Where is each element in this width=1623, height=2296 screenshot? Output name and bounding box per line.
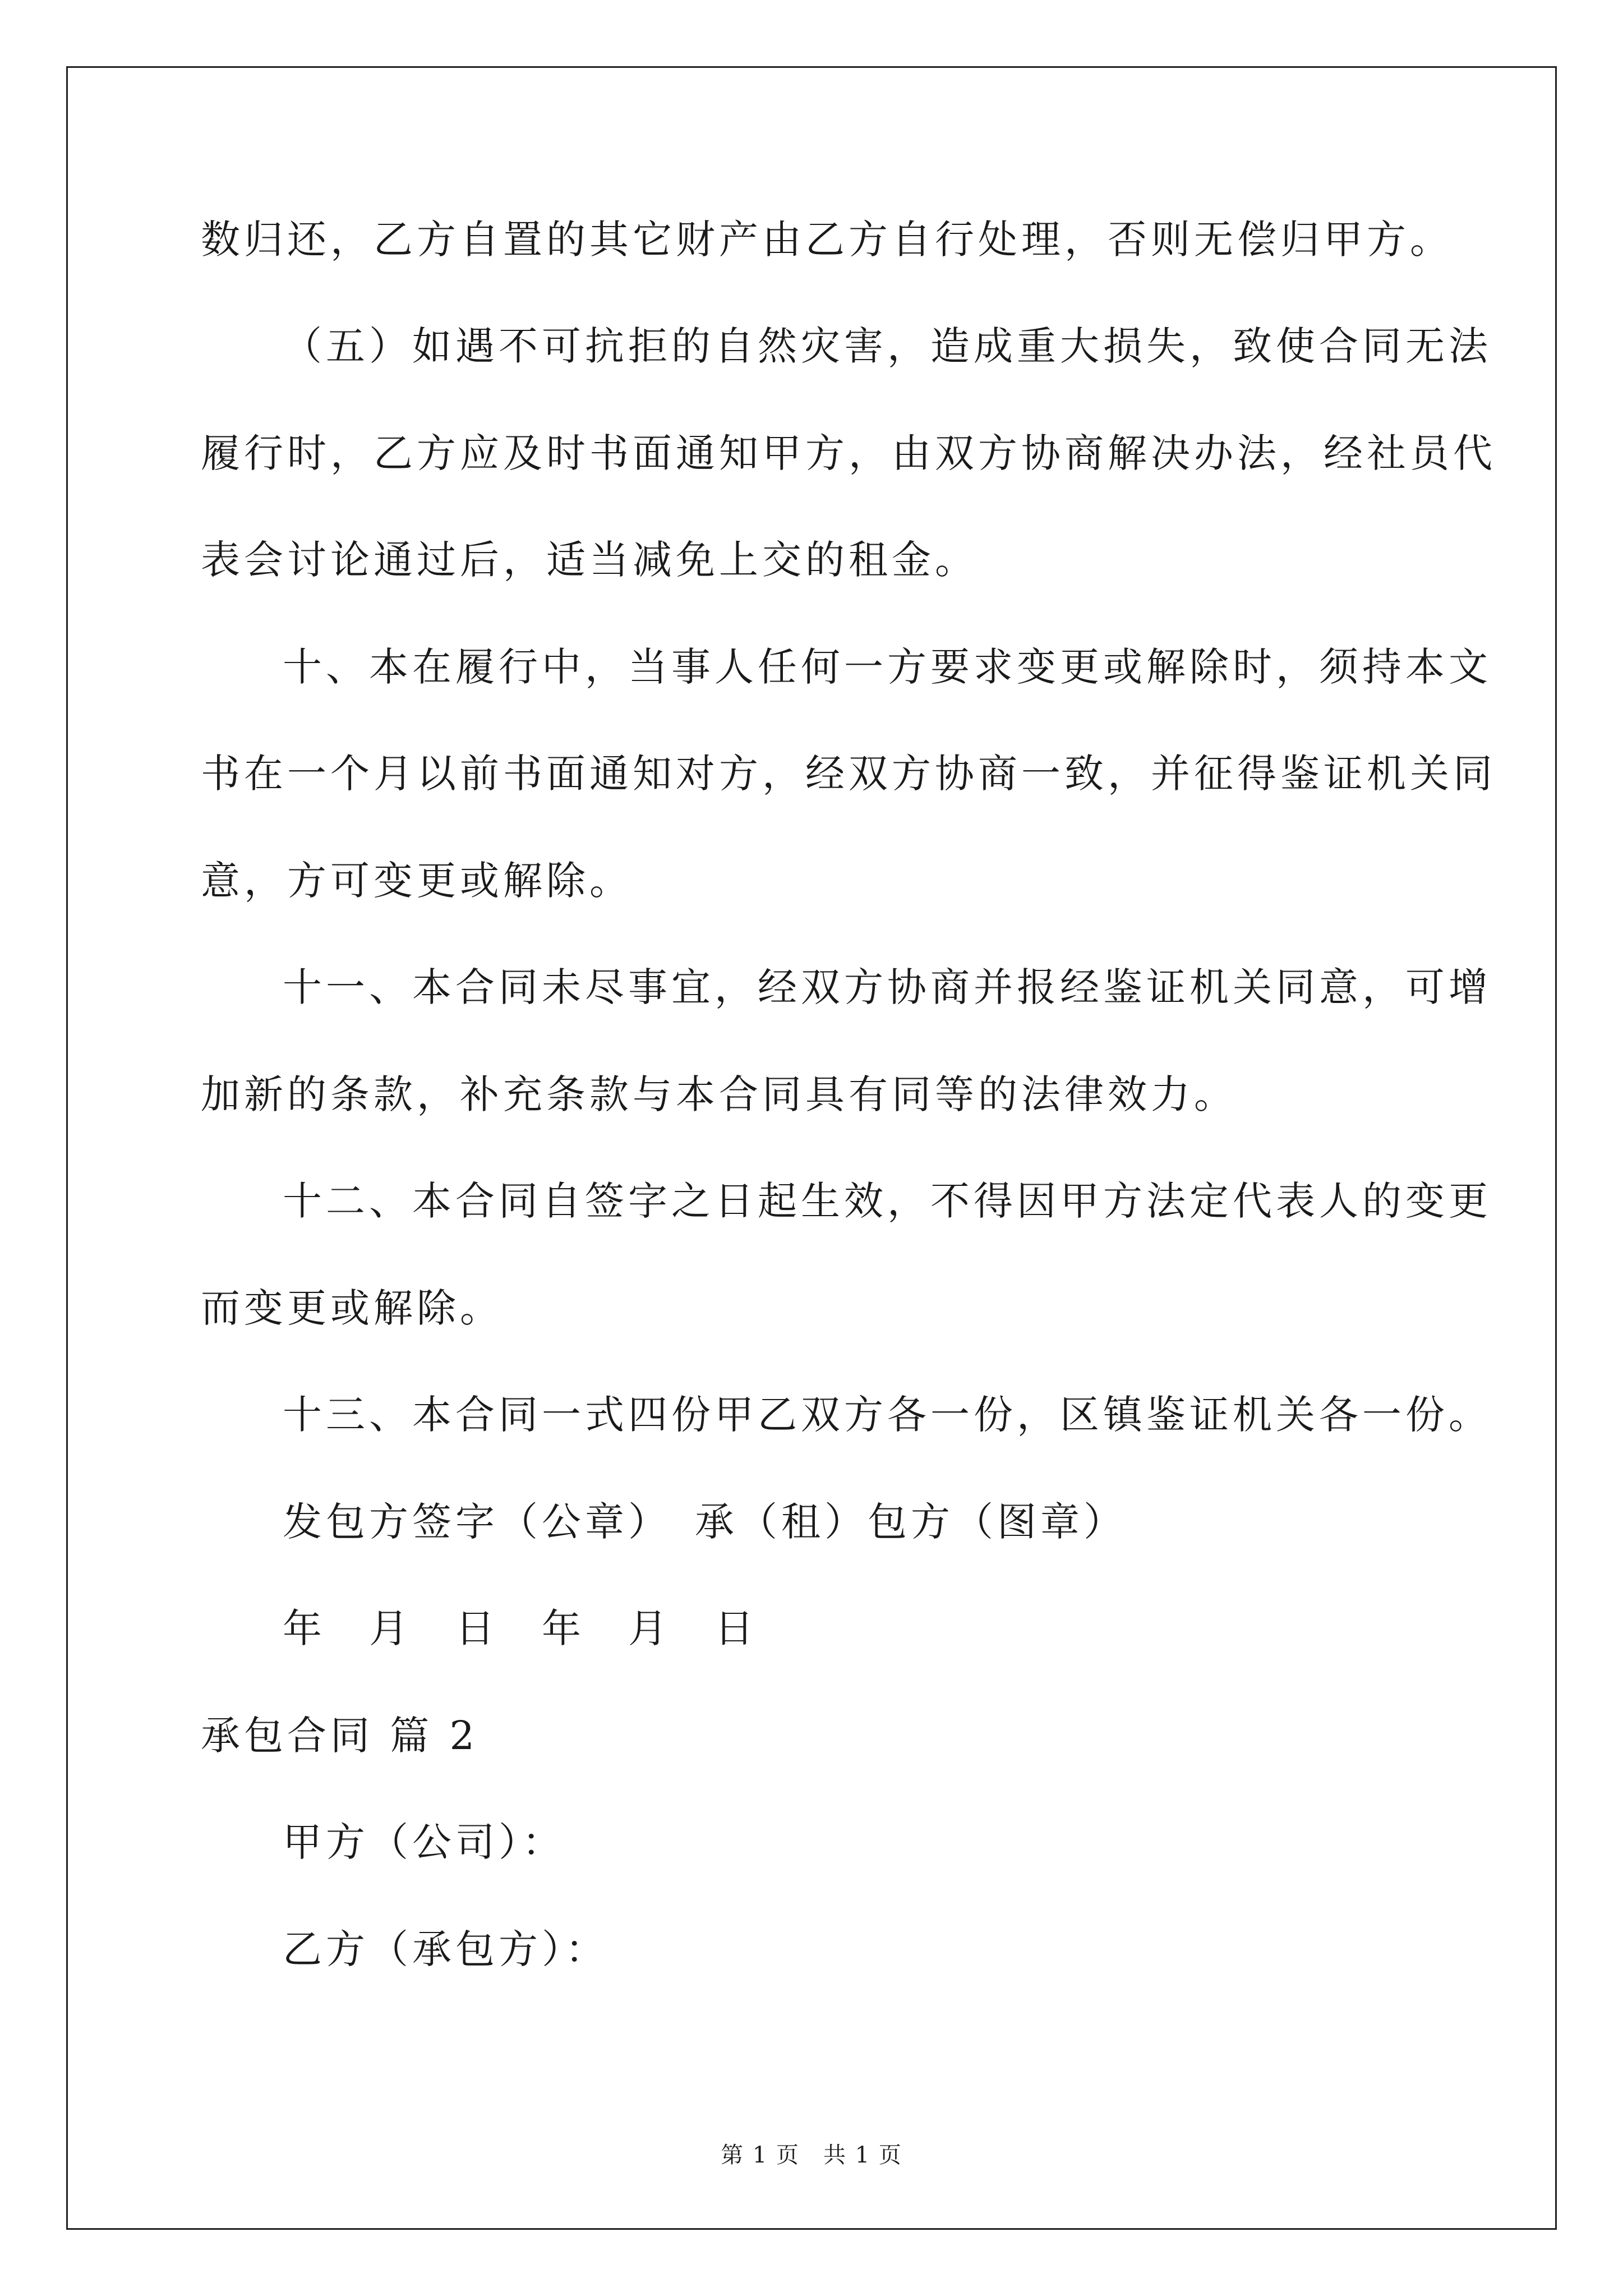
text-line: （五）如遇不可抗拒的自然灾害，造成重大损失，致使合同无法 <box>283 323 1492 369</box>
text-line: 十三、本合同一式四份甲乙双方各一份，区镇鉴证机关各一份。 <box>283 1392 1492 1438</box>
text-line: 加新的条款，补充条款与本合同具有同等的法律效力。 <box>201 1071 1237 1117</box>
party-a-line: 甲方（公司）： <box>283 1819 565 1865</box>
text-line: 表会讨论通过后，适当减免上交的租金。 <box>201 537 978 583</box>
text-line: 十二、本合同自签字之日起生效，不得因甲方法定代表人的变更 <box>283 1178 1492 1224</box>
text-line: 数归还，乙方自置的其它财产由乙方自行处理，否则无偿归甲方。 <box>201 217 1453 263</box>
date-line: 年 月 日 年 月 日 <box>283 1605 758 1651</box>
text-line: 书在一个月以前书面通知对方，经双方协商一致，并征得鉴证机关同 <box>201 751 1496 797</box>
text-line: 履行时，乙方应及时书面通知甲方，由双方协商解决办法，经社员代 <box>201 430 1496 476</box>
page-indicator: 第 1 页 共 1 页 <box>721 2142 902 2168</box>
text-line: 意，方可变更或解除。 <box>201 858 633 904</box>
party-b-line: 乙方（承包方）： <box>283 1926 608 1972</box>
signature-line: 发包方签字（公章） 承（租）包方（图章） <box>283 1499 1127 1545</box>
section-heading: 承包合同 篇 2 <box>201 1713 479 1759</box>
text-line: 十、本在履行中，当事人任何一方要求变更或解除时，须持本文 <box>283 644 1492 690</box>
text-line: 而变更或解除。 <box>201 1285 503 1331</box>
text-line: 十一、本合同未尽事宜，经双方协商并报经鉴证机关同意，可增 <box>283 964 1492 1010</box>
page-border <box>66 66 1557 2230</box>
